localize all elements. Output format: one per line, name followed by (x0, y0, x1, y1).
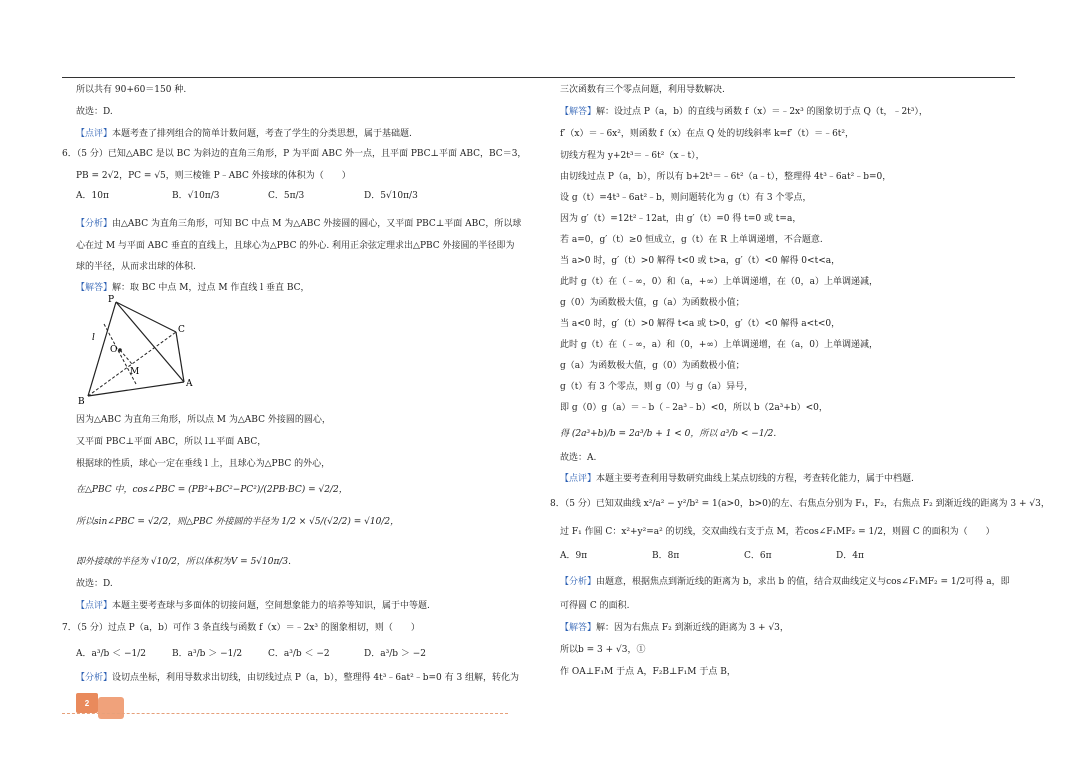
text-line: 由切线过点 P（a，b），所以有 b+2t³＝﹣6t²（a﹣t），整理得 4t³﹣6at²﹣b=0， (560, 172, 892, 182)
analysis-line (62, 220, 521, 229)
option-a: A．a³/b ＜ −1/2 (76, 649, 147, 659)
text-line: 心在过 M 与平面 ABC 垂直的直线上，且球心为△PBC 的外心. 利用正余弦定理求出△PBC 外接圆的半径即为 (76, 241, 515, 251)
text-line: 因为△ABC 为直角三角形，所以点 M 为△ABC 外接圆的圆心， (76, 415, 331, 425)
label-c: C (178, 325, 185, 335)
header-rule (62, 77, 1015, 78)
formula-line: 得 (2a³+b)/b = 2a³/b + 1 < 0，所以 a³/b < −1/2. (560, 429, 777, 439)
edge-pc (116, 302, 176, 332)
comment-line (62, 602, 430, 611)
solution-text: 解：因为右焦点 F₂ 到渐近线的距离为 3 + √3， (596, 623, 789, 633)
text-line: 可得圆 C 的面积. (560, 601, 630, 611)
comment-line (62, 130, 412, 139)
solution-text: 解：设过点 P（a，b）的直线与函数 f（x）＝﹣2x³ 的图象切于点 Q（t，﹣2t³）， (596, 107, 928, 117)
text-line: 设 g（t）=4t³﹣6at²﹣b，则问题转化为 g（t）有 3 个零点， (560, 193, 812, 203)
text-line: 即 g（0）g（a）＝﹣b（﹣2a³﹣b）<0，所以 b（2a³+b）<0， (560, 403, 828, 413)
label-l: l (92, 333, 95, 343)
pyramid-figure (76, 294, 204, 406)
analysis-tag: 【分析】 (76, 673, 113, 683)
comment-text: 本题考查了排列组合的简单计数问题，考查了学生的分类思想，属于基础题. (112, 129, 412, 139)
text-line: 又平面 PBC⊥平面 ABC，所以 l⊥平面 ABC， (76, 437, 267, 447)
solution-line (560, 624, 789, 633)
point-o (118, 348, 122, 352)
solution-text: 解：取 BC 中点 M，过点 M 作直线 l 垂直 BC， (112, 283, 310, 293)
text-line: g（t）有 3 个零点，则 g（0）与 g（a）异号， (560, 382, 754, 392)
option-b: B．√10π/3 (172, 191, 220, 201)
option-c: C．5π/3 (268, 191, 305, 201)
comment-tag: 【点评】 (76, 601, 113, 611)
analysis-text: 设切点坐标，利用导数求出切线，由切线过点 P（a，b），整理得 4t³﹣6at²﹣b=0 有 3 组解，转化为 (112, 673, 520, 683)
solution-line (560, 108, 928, 117)
text-line: g（a）为函数极大值，g（0）为函数极小值； (560, 361, 745, 371)
analysis-tag: 【分析】 (560, 577, 597, 587)
question-6-stem: 6．（5 分）已知△ABC 是以 BC 为斜边的直角三角形，P 为平面 ABC 外一点，且平面 PBC⊥平面 ABC，BC＝3， (62, 149, 527, 159)
label-m: M (130, 367, 140, 377)
question-7-stem: 7．（5 分）过点 P（a，b）可作 3 条直线与函数 f（x）＝﹣2x³ 的图象相切，则（ ） (62, 623, 420, 633)
text-line: g（0）为函数极大值，g（a）为函数极小值； (560, 298, 745, 308)
text-line: 三次函数有三个零点问题，利用导数解决. (560, 85, 725, 95)
text-line: 故选：D. (76, 107, 113, 117)
analysis-line (62, 674, 519, 683)
solution-tag: 【解答】 (76, 283, 113, 293)
question-8-stem: 8．（5 分）已知双曲线 x²/a² − y²/b² = 1(a>0，b>0)的左、右焦点分别为 F₁，F₂，右焦点 F₂ 到渐近线的距离为 3 + √3， (550, 499, 1050, 509)
question-6-stem-2: PB = 2√2，PC = √5，则三棱锥 P﹣ABC 外接球的体积为（ ） (76, 171, 351, 181)
option-c: C．a³/b ＜ −2 (268, 649, 330, 659)
analysis-text: 由△ABC 为直角三角形，可知 BC 中点 M 为△ABC 外接圆的圆心，又平面 PBC⊥平面 ABC，所以球 (112, 219, 522, 229)
analysis-text: 由题意，根据焦点到渐近线的距离为 b，求出 b 的值，结合双曲线定义与cos∠F₁MF₂ = 1/2可得 a，即 (596, 577, 1010, 587)
question-7-options (62, 650, 426, 659)
text-line: 故选：A. (560, 453, 597, 463)
comment-tag: 【点评】 (76, 129, 113, 139)
label-b: B (78, 397, 85, 406)
formula-line: 即外接球的半径为 √10/2，所以体积为V = 5√10π/3. (76, 557, 292, 567)
label-a: A (186, 379, 193, 389)
solution-tag: 【解答】 (560, 623, 597, 633)
option-a: A．9π (560, 551, 588, 561)
text-line: 切线方程为 y+2t³＝﹣6t²（x﹣t）， (560, 151, 705, 161)
label-o: O (110, 345, 118, 355)
text-line: 球的半径，从而求出球的体积. (76, 262, 196, 272)
comment-text: 本题主要考查球与多面体的切接问题，空间想象能力的培养等知识，属于中等题. (112, 601, 430, 611)
formula-line: 所以sin∠PBC = √2/2，则△PBC 外接圆的半径为 1/2 × √5/(√2/2) = √10/2， (76, 517, 400, 527)
edge-ba (88, 382, 184, 396)
analysis-line (560, 578, 1010, 587)
formula-line: 在△PBC 中，cos∠PBC = (PB²+BC²−PC²)/(2PB·BC) = √2/2， (76, 485, 348, 495)
text-line: 当 a>0 时，g′（t）>0 解得 t<0 或 t>a，g′（t）<0 解得 0<t<a， (560, 256, 841, 266)
solution-tag: 【解答】 (560, 107, 597, 117)
text-line: 若 a=0，g′（t）≥0 恒成立，g（t）在 R 上单调递增，不合题意. (560, 235, 823, 245)
label-p: P (108, 295, 115, 305)
edge-pa (116, 302, 184, 382)
text-line: 作 OA⊥F₁M 于点 A，F₂B⊥F₁M 于点 B， (560, 667, 736, 677)
comment-text: 本题主要考查利用导数研究曲线上某点切线的方程，考查转化能力，属于中档题. (596, 474, 914, 484)
option-a: A．10π (76, 191, 109, 201)
option-c: C．6π (744, 551, 772, 561)
text-line: f′（x）＝﹣6x²，则函数 f（x）在点 Q 处的切线斜率 k=f′（t）＝﹣6t²， (560, 129, 855, 139)
option-d: D．4π (836, 551, 864, 561)
text-line: 此时 g（t）在（﹣∞，a）和（0，+∞）上单调递增，在（a，0）上单调递减， (560, 340, 878, 350)
text-line: 故选：D. (76, 579, 113, 589)
text-line: 此时 g（t）在（﹣∞，0）和（a，+∞）上单调递增，在（0，a）上单调递减， (560, 277, 878, 287)
comment-line (560, 475, 914, 484)
question-8-stem-2: 过 F₁ 作圆 C：x²+y²=a² 的切线，交双曲线右支于点 M，若cos∠F₁MF₂ = 1/2，则圆 C 的面积为（ ） (560, 527, 995, 537)
question-6-options (62, 192, 418, 201)
option-b: B．8π (652, 551, 680, 561)
text-line: 根据球的性质，球心一定在垂线 l 上，且球心为△PBC 的外心， (76, 459, 331, 469)
analysis-tag: 【分析】 (76, 219, 113, 229)
page-number-badge: 2 (76, 693, 98, 713)
comment-tag: 【点评】 (560, 474, 597, 484)
text-line: 所以共有 90+60＝150 种. (76, 85, 187, 95)
option-b: B．a³/b ＞ −1/2 (172, 649, 243, 659)
option-d: D．a³/b ＞ −2 (364, 649, 426, 659)
text-line: 所以b = 3 + √3，① (560, 645, 646, 655)
text-line: 因为 g′（t）=12t²﹣12at，由 g′（t）=0 得 t=0 或 t=a， (560, 214, 802, 224)
option-d: D．5√10π/3 (364, 191, 418, 201)
question-8-options (560, 552, 864, 561)
solution-line (62, 284, 310, 293)
footer-dashed-rule (62, 713, 508, 714)
page-badge-decoration (98, 697, 124, 719)
text-line: 当 a<0 时，g′（t）>0 解得 t<a 或 t>0，g′（t）<0 解得 a<t<0， (560, 319, 841, 329)
